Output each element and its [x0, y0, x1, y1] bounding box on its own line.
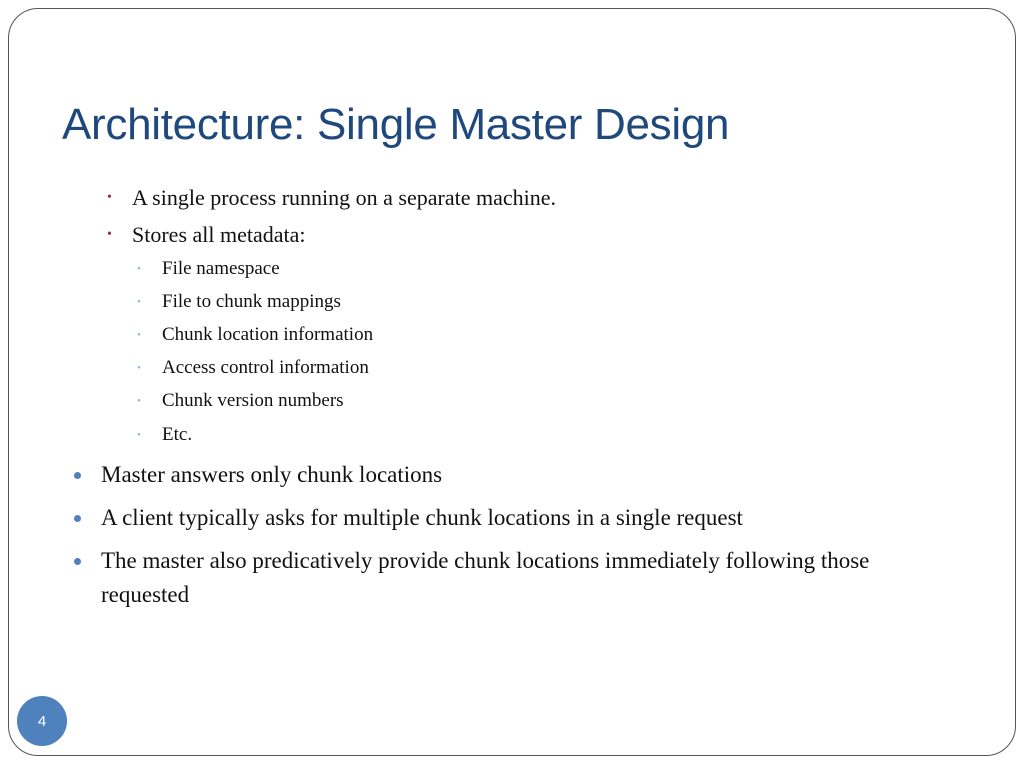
list-item [101, 548, 869, 574]
bullet-text: The master also predicatively provide chunk locations immediately following those [101, 548, 870, 573]
bullet-icon [74, 515, 81, 522]
list-item [137, 258, 280, 280]
bullet-icon [74, 472, 81, 479]
bullet-text: Chunk location information [162, 324, 374, 345]
bullet-icon: • [137, 263, 141, 275]
list-item [137, 324, 374, 346]
page-number: 4 [37, 712, 47, 730]
list-item [137, 357, 369, 379]
bullet-icon: • [137, 362, 141, 374]
list-item [137, 424, 193, 446]
bullet-icon: • [107, 190, 112, 205]
list-item [101, 462, 442, 488]
list-item-continuation [101, 582, 189, 608]
bullet-icon [74, 558, 81, 565]
bullet-icon: • [137, 329, 141, 341]
page-number-badge [17, 696, 67, 746]
bullet-icon: • [137, 429, 141, 441]
bullet-text: Stores all metadata: [132, 222, 306, 247]
bullet-text: A single process running on a separate machine. [132, 185, 556, 210]
list-item [137, 291, 341, 313]
bullet-text: Etc. [162, 424, 193, 445]
bullet-text: Chunk version numbers [162, 390, 344, 411]
bullet-text: File namespace [162, 258, 280, 279]
bullet-text: Master answers only chunk locations [101, 462, 443, 487]
list-item [107, 222, 306, 248]
bullet-text: A client typically asks for multiple chunk locations in a single request [101, 505, 743, 530]
list-item [101, 505, 743, 531]
slide-title: Architecture: Single Master Design [62, 100, 730, 149]
list-item [107, 185, 556, 211]
bullet-icon: • [137, 395, 141, 407]
bullet-icon: • [107, 227, 112, 242]
bullet-text: File to chunk mappings [162, 291, 341, 312]
bullet-text: requested [101, 582, 190, 607]
list-item [137, 390, 344, 412]
bullet-icon: • [137, 296, 141, 308]
bullet-text: Access control information [162, 357, 369, 378]
